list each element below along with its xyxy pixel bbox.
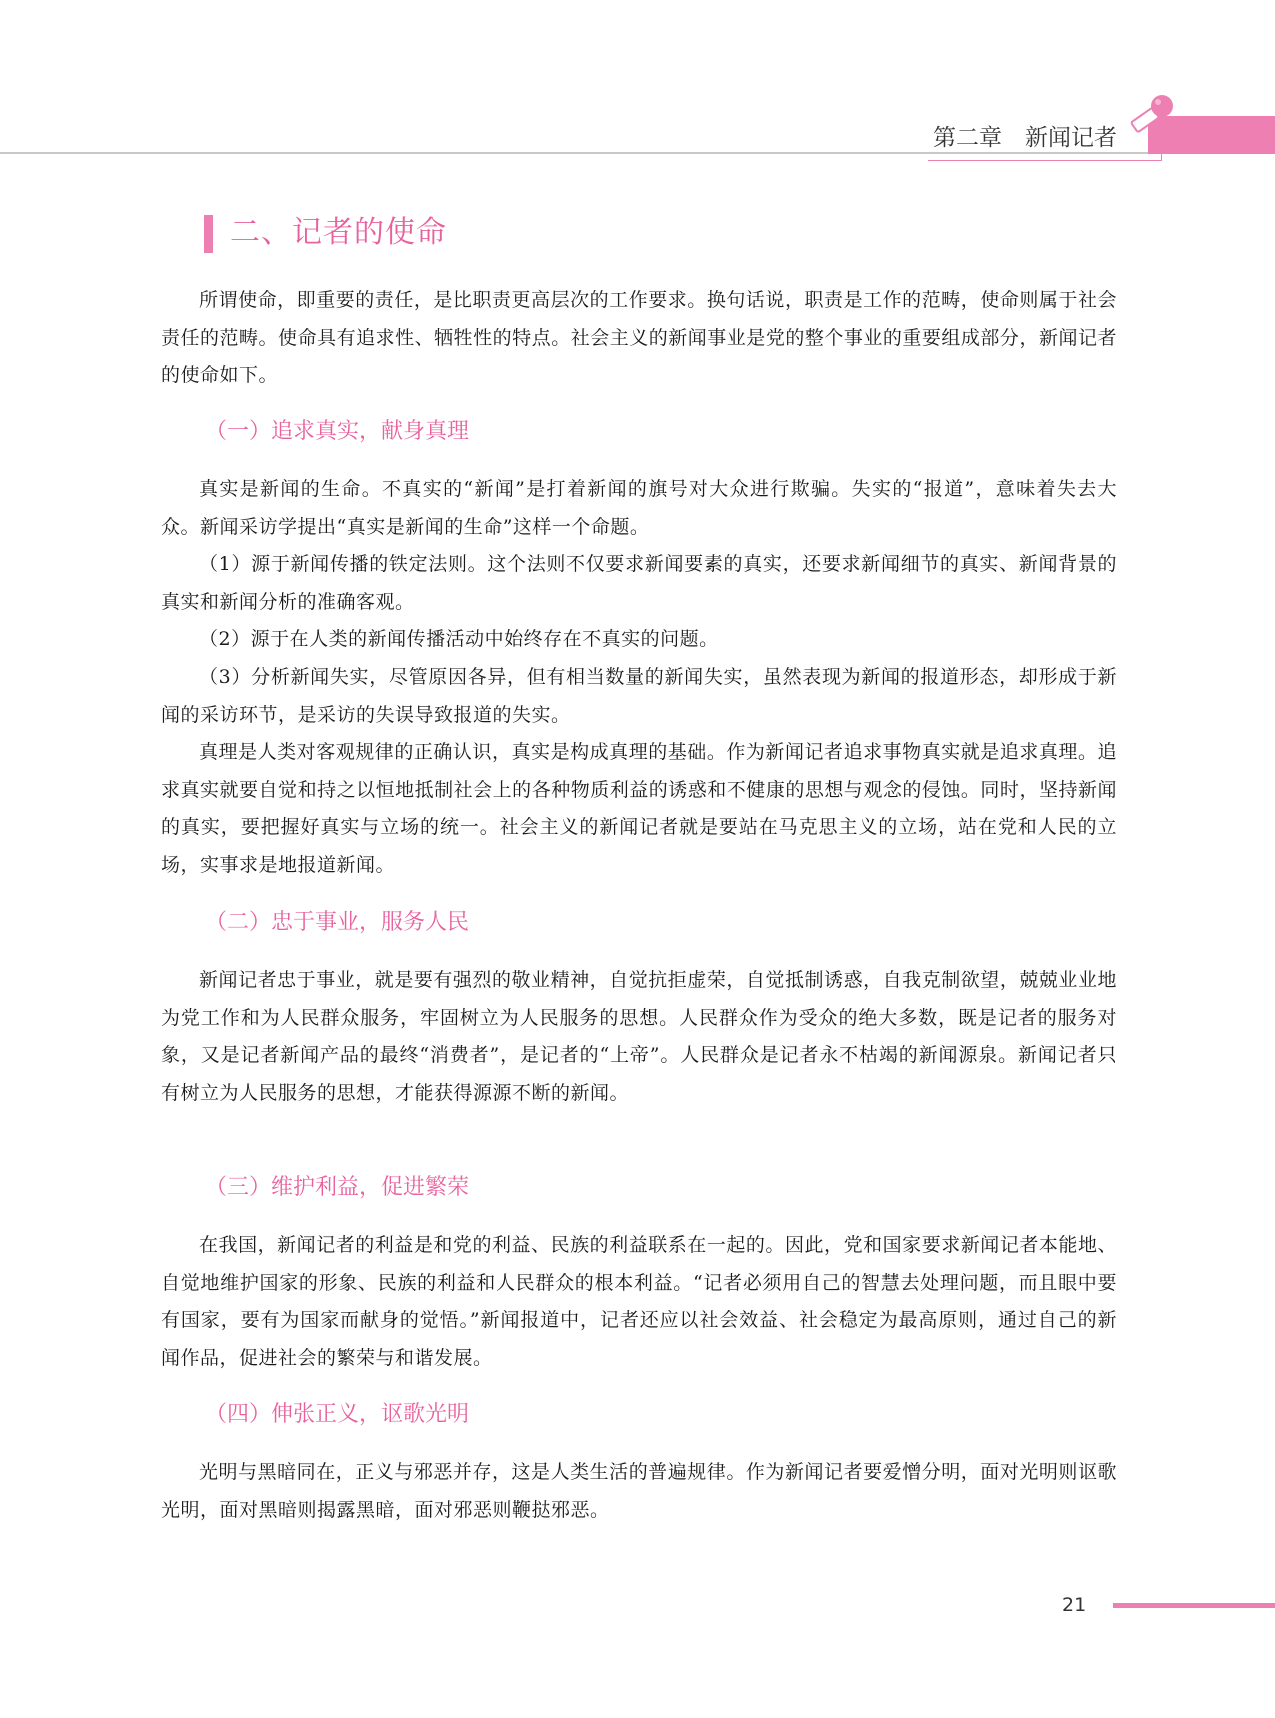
subheading-truth: （一）追求真实，献身真理: [205, 419, 470, 444]
intro-paragraph: 所谓使命，即重要的责任，是比职责更高层次的工作要求。换句话说，职责是工作的范畴，使命则属于社会责任的范畴。使命具有追求性、牺牲性的特点。社会主义的新闻事业是党的整个事业的重要组成部分，新闻记者的使命如下。: [161, 289, 1117, 386]
list-item-1: （1）源于新闻传播的铁定法则。这个法则不仅要求新闻要素的真实，还要求新闻细节的真实、新闻背景的真实和新闻分析的准确客观。: [161, 553, 1117, 613]
paragraph: 真理是人类对客观规律的正确认识，真实是构成真理的基础。作为新闻记者追求事物真实就是追求真理。追求真实就要自觉和持之以恒地抵制社会上的各种物质利益的诱惑和不健康的思想与观念的侵蚀。同时，坚持新闻的真实，要把握好真实与立场的统一。社会主义的新闻记者就是要站在马克思主义的立场，站在党和人民的立场，实事求是地报道新闻。: [161, 741, 1117, 876]
paragraph: 在我国，新闻记者的利益是和党的利益、民族的利益联系在一起的。因此，党和国家要求新闻记者本能地、自觉地维护国家的形象、民族的利益和人民群众的根本利益。“记者必须用自己的智慧去处理问题，而且眼中要有国家，要有为国家而献身的觉悟。”新闻报道中，记者还应以社会效益、社会稳定为最高原则，通过自己的新闻作品，促进社会的繁荣与和谐发展。: [161, 1234, 1117, 1369]
section-title-bar: [204, 215, 213, 253]
chapter-title: 第二章 新闻记者: [933, 125, 1117, 151]
paragraph: 光明与黑暗同在，正义与邪恶并存，这是人类生活的普遍规律。作为新闻记者要爱憎分明，面对光明则讴歌光明，面对黑暗则揭露黑暗，面对邪恶则鞭挞邪恶。: [161, 1461, 1117, 1521]
page-number: 21: [1062, 1594, 1087, 1616]
paragraph: 真实是新闻的生命。不真实的“新闻”是打着新闻的旗号对大众进行欺骗。失实的“报道”，意味着失去大众。新闻采访学提出“真实是新闻的生命”这样一个命题。: [161, 478, 1117, 538]
list-item-3: （3）分析新闻失实，尽管原因各异，但有相当数量的新闻失实，虽然表现为新闻的报道形态，却形成于新闻的采访环节，是采访的失误导致报道的失实。: [161, 666, 1117, 726]
microphone-icon: [1128, 92, 1184, 136]
subheading-interests: （三）维护利益，促进繁荣: [205, 1175, 470, 1200]
footer-accent-bar: [1113, 1603, 1275, 1608]
paragraph: 新闻记者忠于事业，就是要有强烈的敬业精神，自觉抗拒虚荣，自觉抵制诱惑，自我克制欲望，兢兢业业地为党工作和为人民群众服务，牢固树立为人民服务的思想。人民群众作为受众的绝大多数，既是记者的服务对象，又是记者新闻产品的最终“消费者”，是记者的“上帝”。人民群众是记者永不枯竭的新闻源泉。新闻记者只有树立为人民服务的思想，才能获得源源不断的新闻。: [161, 969, 1117, 1104]
subheading-justice: （四）伸张正义，讴歌光明: [205, 1402, 470, 1427]
list-item-2: （2）源于在人类的新闻传播活动中始终存在不真实的问题。: [199, 628, 719, 650]
section-title: 二、记者的使命: [230, 215, 447, 250]
subheading-service: （二）忠于事业，服务人民: [205, 910, 470, 935]
